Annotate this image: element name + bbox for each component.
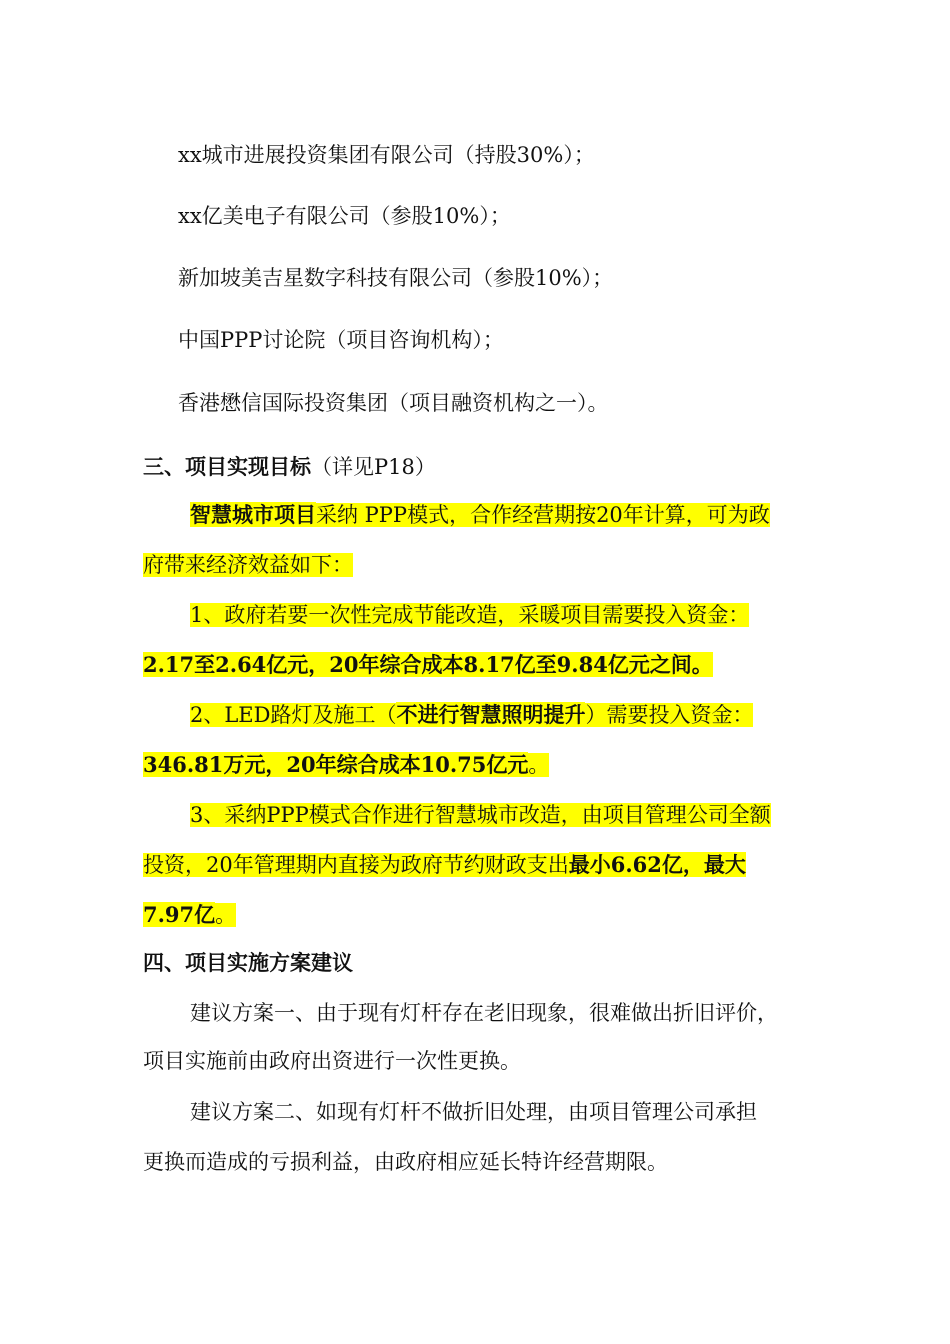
item3-line2-bold: 最小6.62亿，最大 — [568, 852, 746, 877]
intro-line2-text: 府带来经济效益如下： — [143, 553, 353, 577]
section3-intro-line1 — [190, 500, 770, 530]
item3-line2-text: 投资，20年管理期内直接为政府节约财政支出 — [143, 853, 569, 877]
item3-line1-text: 3、采纳PPP模式合作进行智慧城市改造，由项目管理公司全额 — [190, 803, 771, 827]
intro-bold: 智慧城市项目 — [190, 502, 316, 527]
plan1-line2: 项目实施前由政府出资进行一次性更换。 — [143, 1049, 521, 1073]
item2-suffix: ）需要投入资金： — [585, 703, 754, 727]
item3-line1 — [190, 800, 771, 830]
section3-heading — [143, 452, 436, 482]
section4-heading: 四、项目实施方案建议 — [143, 950, 353, 975]
item3-line2 — [143, 850, 746, 880]
section3-heading-note: （详见P18） — [311, 455, 436, 479]
partner-item: 中国PPP讨论院（项目咨询机构）； — [178, 328, 504, 352]
item2-bold: 不进行智慧照明提升 — [396, 702, 586, 727]
plan1-line1: 建议方案一、由于现有灯杆存在老旧现象，很难做出折旧评价， — [190, 1001, 778, 1025]
partner-item: 新加坡美吉星数字科技有限公司（参股10%）； — [178, 266, 614, 290]
item2-line1 — [190, 700, 753, 730]
item1-line1 — [190, 600, 749, 630]
item1-line2 — [143, 650, 713, 680]
item3-line3-bold: 7.97亿 — [143, 902, 216, 927]
section3-heading-text: 三、项目实现目标 — [143, 454, 311, 479]
partner-item: 香港懋信国际投资集团（项目融资机构之一）。 — [178, 391, 609, 415]
intro-rest: 采纳 PPP模式，合作经营期按20年计算，可为政 — [316, 503, 770, 527]
partner-item: xx亿美电子有限公司（参股10%）； — [178, 204, 511, 228]
plan2-line2: 更换而造成的亏损利益，由政府相应延长特许经营期限。 — [143, 1150, 668, 1174]
partner-item: xx城市进展投资集团有限公司（持股30%）； — [178, 143, 595, 167]
item2-line2-bold: 346.81万元，20年综合成本10.75亿元 — [143, 752, 529, 777]
item3-line3 — [143, 900, 236, 930]
item2-prefix: 2、LED路灯及施工（ — [190, 703, 397, 727]
section3-intro-line2 — [143, 550, 353, 580]
plan2-line1: 建议方案二、如现有灯杆不做折旧处理，由项目管理公司承担 — [190, 1100, 757, 1124]
item3-line3-end: 。 — [215, 903, 237, 927]
item2-line2-end: 。 — [528, 753, 550, 777]
item2-line2 — [143, 750, 549, 780]
item1-line2-text: 2.17至2.64亿元，20年综合成本8.17亿至9.84亿元之间。 — [143, 652, 713, 677]
item1-line1-text: 1、政府若要一次性完成节能改造，采暖项目需要投入资金： — [190, 603, 750, 627]
